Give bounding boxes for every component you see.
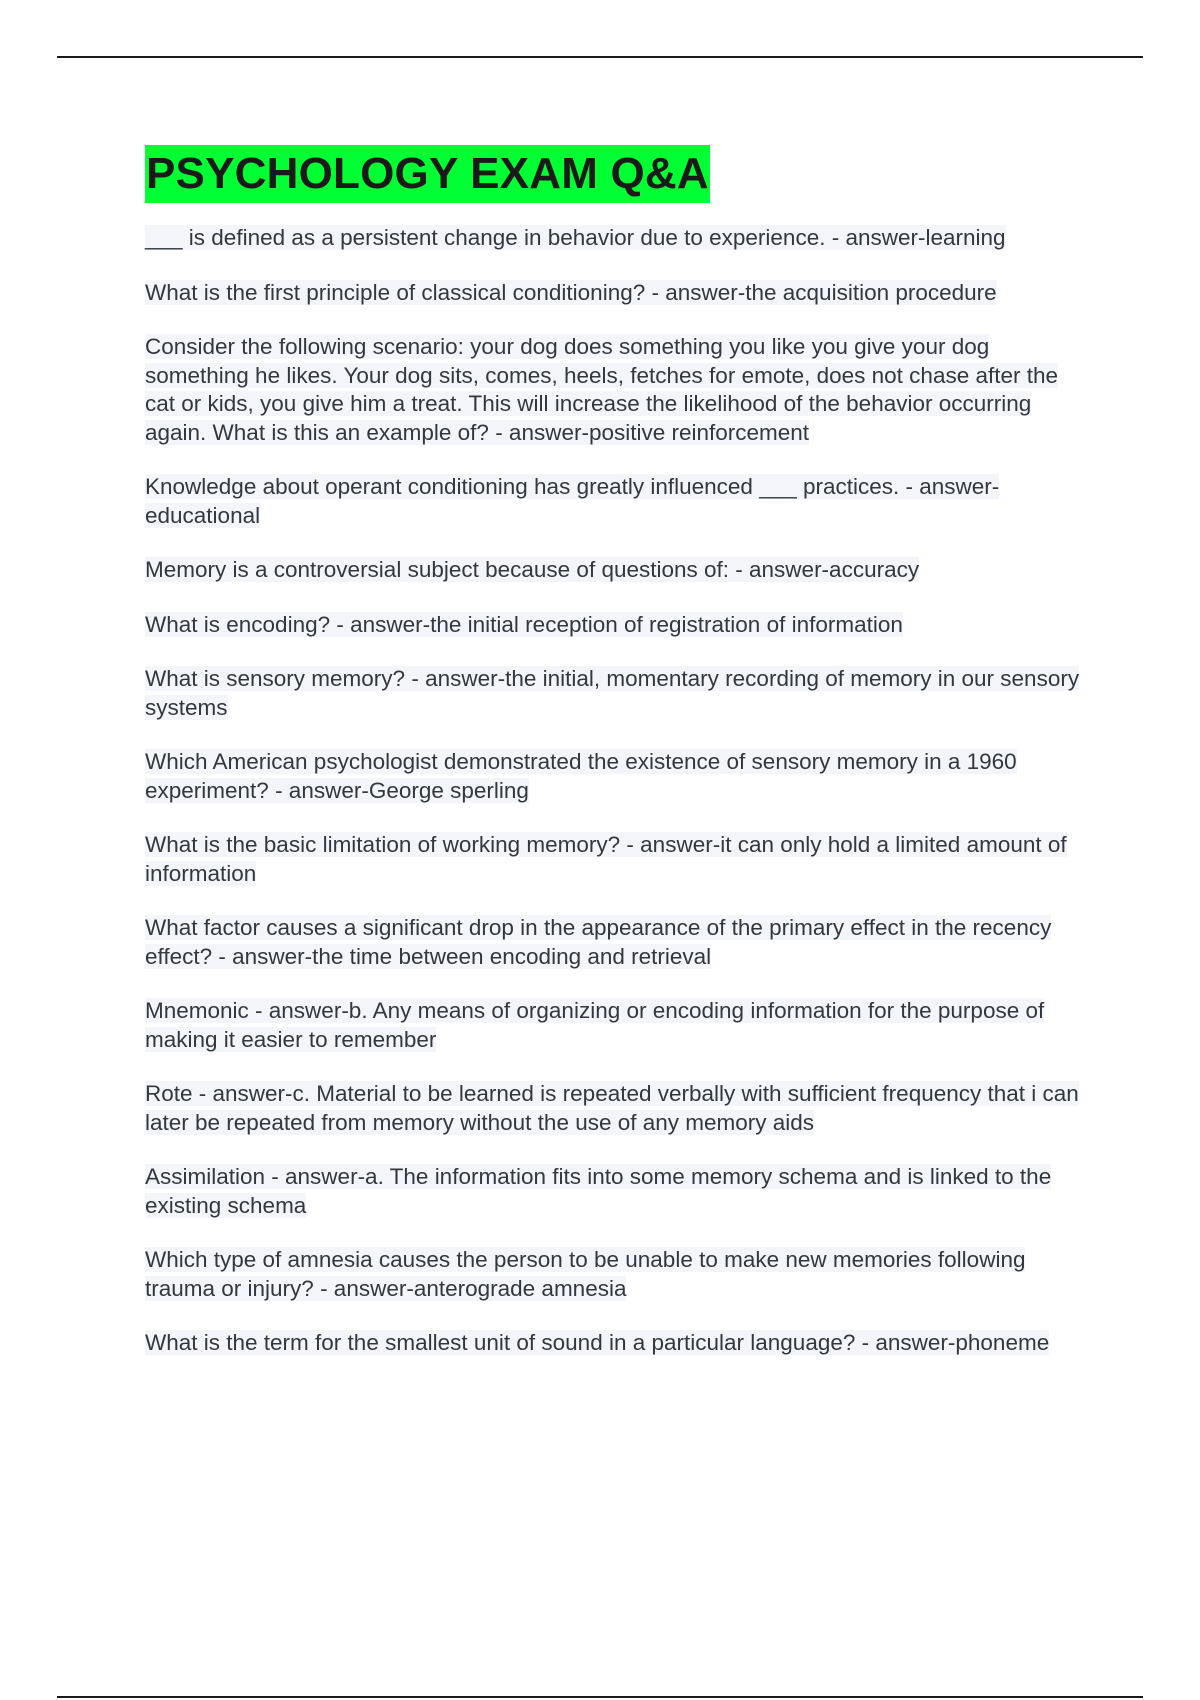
qa-item (145, 914, 1090, 971)
qa-text: Knowledge about operant conditioning has greatly influenced ___ practices. - answer-educational (145, 474, 1000, 528)
qa-text: What is the basic limitation of working memory? - answer-it can only hold a limited amount of information (145, 832, 1067, 886)
qa-item (145, 333, 1090, 447)
qa-text: What is the term for the smallest unit of sound in a particular language? - answer-phoneme (145, 1330, 1050, 1355)
qa-item (145, 997, 1090, 1054)
qa-text: What is the first principle of classical conditioning? - answer-the acquisition procedure (145, 279, 997, 305)
document-title: PSYCHOLOGY EXAM Q&A (145, 145, 710, 203)
qa-text: Rote - answer-c. Material to be learned is repeated verbally with sufficient frequency that i can later be repeated from memory without the use of any memory aids (145, 1081, 1079, 1135)
qa-text: What factor causes a significant drop in the appearance of the primary effect in the recency effect? - answer-the time between encoding and retrieval (145, 915, 1052, 969)
qa-text: Which type of amnesia causes the person to be unable to make new memories following trauma or injury? - answer-anterograde amnesia (145, 1247, 1026, 1301)
qa-item (145, 473, 1090, 530)
qa-item (145, 748, 1090, 805)
qa-item (145, 831, 1090, 888)
footer-rule (57, 1696, 1143, 1698)
qa-item (145, 1246, 1090, 1303)
qa-text: Assimilation - answer-a. The information fits into some memory schema and is linked to the existing schema (145, 1164, 1052, 1218)
qa-text: Consider the following scenario: your dog does something you like you give your dog something he likes. Your dog sits, comes, heels, fetches for emote, does not chase after the cat or kids, you give him a treat. This will increase the likelihood of the behavior occurring again. What is this an example of? - answer-positive reinforcement (145, 334, 1059, 445)
qa-text: Memory is a controversial subject because of questions of: - answer-accuracy (145, 557, 920, 582)
qa-item (145, 224, 1090, 253)
qa-item (145, 665, 1090, 722)
qa-text: ___ is defined as a persistent change in behavior due to experience. - answer-learning (145, 225, 1006, 250)
qa-text: Mnemonic - answer-b. Any means of organizing or encoding information for the purpose of making it easier to remember (145, 998, 1045, 1052)
qa-item (145, 611, 1090, 640)
qa-text: What is sensory memory? - answer-the initial, momentary recording of memory in our sensory systems (145, 666, 1080, 720)
qa-item (145, 279, 1090, 308)
qa-item (145, 1329, 1090, 1358)
qa-item (145, 1080, 1090, 1137)
header-rule (57, 56, 1143, 58)
qa-text: What is encoding? - answer-the initial reception of registration of information (145, 611, 903, 637)
qa-item (145, 556, 1090, 585)
qa-text: Which American psychologist demonstrated the existence of sensory memory in a 1960 experiment? - answer-George sperling (145, 749, 1017, 803)
document-body (145, 145, 1090, 1384)
qa-item (145, 1163, 1090, 1220)
